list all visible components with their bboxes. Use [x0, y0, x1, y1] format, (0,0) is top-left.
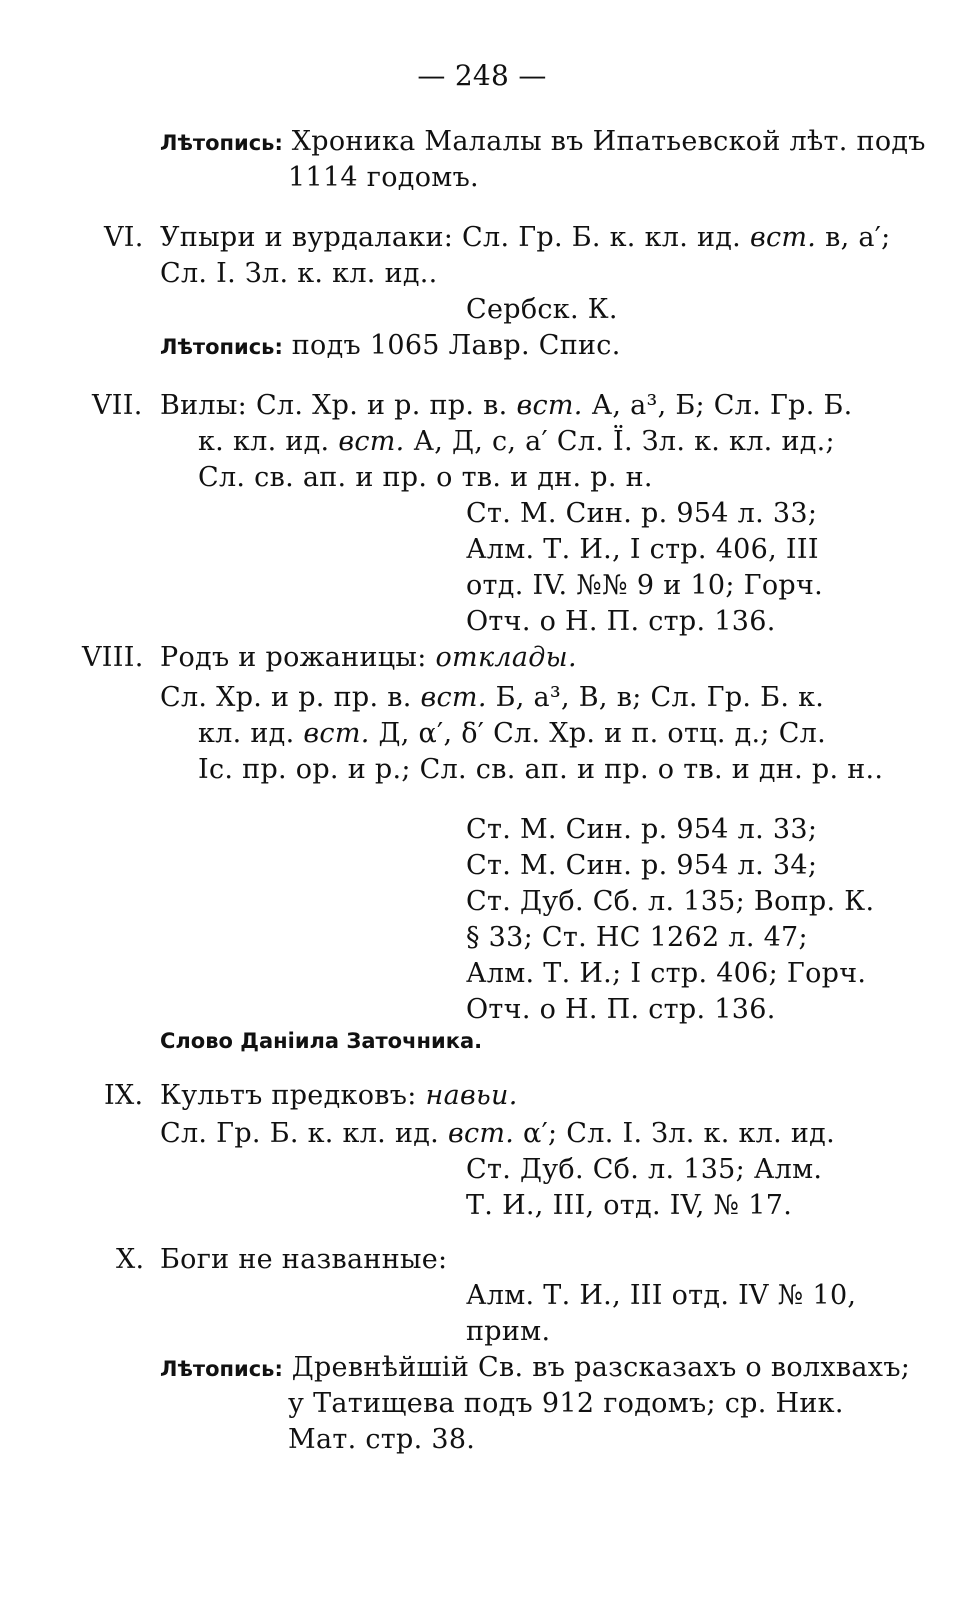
text-line: [466, 292, 618, 328]
italic-term: вст.: [749, 222, 817, 253]
bold-label: Слово Даніила Заточника.: [160, 1029, 483, 1053]
text-run: α′; Сл. І. Зл. к. кл. ид.: [514, 1118, 835, 1149]
text-run: Вилы: Сл. Хр. и р. пр. в.: [160, 390, 517, 421]
text-line: [466, 956, 866, 992]
text-line: [160, 680, 824, 716]
text-line: [466, 884, 874, 920]
bold-label: Лѣтопись:: [160, 335, 283, 359]
text-run: А, а³, Б; Сл. Гр. Б.: [582, 390, 853, 421]
text-line: [160, 1022, 482, 1059]
text-line: [288, 160, 479, 196]
section-numeral: [104, 1078, 143, 1114]
text-line: [466, 532, 819, 568]
text-run: прим.: [466, 1316, 551, 1347]
section-numeral: [104, 220, 144, 256]
text-line: [466, 992, 776, 1028]
section-numeral: [116, 1242, 144, 1278]
text-line: [466, 496, 817, 532]
text-run: VIII.: [82, 642, 144, 673]
text-line: [466, 848, 817, 884]
italic-term: навьи.: [425, 1080, 518, 1111]
text-line: [160, 220, 891, 256]
text-line: [198, 460, 653, 496]
text-run: Алм. Т. И.; I стр. 406; Горч.: [466, 958, 867, 989]
text-line: [466, 1314, 550, 1350]
text-line: [198, 424, 835, 460]
text-run: Ст. М. Син. р. 954 л. 33;: [466, 814, 818, 845]
text-run: Алм. Т. И., III отд. IV № 10,: [466, 1280, 857, 1311]
text-line: [466, 812, 817, 848]
text-run: VI.: [104, 222, 144, 253]
text-line: [160, 1350, 910, 1387]
text-line: [160, 328, 621, 365]
text-run: Отч. о Н. П. стр. 136.: [466, 606, 776, 637]
text-line: [160, 1116, 835, 1152]
text-line: [466, 1278, 856, 1314]
text-run: Ст. М. Син. р. 954 л. 34;: [466, 850, 818, 881]
text-run: Іс. пр. ор. и р.; Сл. св. ап. и пр. о тв. и дн. р. н..: [198, 754, 884, 785]
text-run: Культъ предковъ:: [160, 1080, 426, 1111]
text-line: [288, 1422, 475, 1458]
text-line: [466, 920, 808, 956]
italic-term: вст.: [420, 682, 487, 713]
text-line: [466, 604, 776, 640]
text-run: к. кл. ид.: [198, 426, 339, 457]
text-run: X.: [116, 1244, 145, 1275]
text-run: Ст. Дуб. Сб. л. 135; Алм.: [466, 1154, 823, 1185]
italic-term: вст.: [303, 718, 370, 749]
section-numeral: [92, 388, 143, 424]
text-run: Д, α′, δ′ Сл. Хр. и п. отц. д.; Сл.: [369, 718, 827, 749]
text-run: IX.: [104, 1080, 144, 1111]
text-run: отд. IV. №№ 9 и 10; Горч.: [466, 570, 823, 601]
text-line: [198, 752, 883, 788]
text-line: [160, 388, 853, 424]
text-run: А, Д, с, а′ Сл. Ї. Зл. к. кл. ид.;: [404, 426, 835, 457]
text-run: Т. И., III, отд. IV, № 17.: [466, 1190, 793, 1221]
italic-term: вст.: [338, 426, 405, 457]
text-run: Алм. Т. И., I стр. 406, III: [466, 534, 819, 565]
text-run: у Татищева подъ 912 годомъ; ср. Ник.: [288, 1388, 844, 1419]
italic-term: вст.: [447, 1118, 515, 1149]
bold-label: Лѣтопись:: [160, 1357, 283, 1381]
text-run: VII.: [92, 390, 143, 421]
text-line: [160, 1078, 518, 1114]
text-run: Б, а³, В, в; Сл. Гр. Б. к.: [486, 682, 825, 713]
text-line: [160, 256, 438, 292]
text-run: Мат. стр. 38.: [288, 1424, 476, 1455]
text-run: 1114 годомъ.: [288, 162, 479, 193]
text-line: [160, 1242, 447, 1278]
text-run: Сл. Хр. и р. пр. в.: [160, 682, 421, 713]
text-run: в, а′;: [816, 222, 891, 253]
text-line: [466, 1188, 792, 1224]
bold-label: Лѣтопись:: [160, 131, 283, 155]
text-line: [198, 716, 826, 752]
section-numeral: [82, 640, 144, 676]
text-run: подъ 1065 Лавр. Спис.: [282, 330, 621, 361]
text-run: Упыри и вурдалаки: Сл. Гр. Б. к. кл. ид.: [160, 222, 750, 253]
text-run: Ст. Дуб. Сб. л. 135; Вопр. К.: [466, 886, 875, 917]
text-line: [466, 568, 823, 604]
text-run: Сербск. К.: [466, 294, 618, 325]
text-run: Древнѣйшій Св. въ разсказахъ о волхвахъ;: [282, 1352, 911, 1383]
page-number: — 248 —: [417, 59, 547, 92]
text-line: [160, 124, 926, 161]
text-run: Ст. М. Син. р. 954 л. 33;: [466, 498, 818, 529]
text-run: Родъ и рожаницы:: [160, 642, 436, 673]
text-run: кл. ид.: [198, 718, 304, 749]
text-line: [160, 640, 577, 676]
text-line: [466, 1152, 822, 1188]
text-run: Сл. Гр. Б. к. кл. ид.: [160, 1118, 448, 1149]
text-run: Сл. св. ап. и пр. о тв. и дн. р. н.: [198, 462, 653, 493]
text-run: Хроника Малалы въ Ипатьевской лѣт. подъ: [282, 126, 926, 157]
text-run: Боги не названные:: [160, 1244, 448, 1275]
italic-term: отклады.: [435, 642, 577, 673]
italic-term: вст.: [516, 390, 583, 421]
text-run: Сл. І. Зл. к. кл. ид..: [160, 258, 438, 289]
text-run: Отч. о Н. П. стр. 136.: [466, 994, 776, 1025]
text-line: [288, 1386, 844, 1422]
text-run: § 33; Ст. НС 1262 л. 47;: [466, 922, 808, 953]
